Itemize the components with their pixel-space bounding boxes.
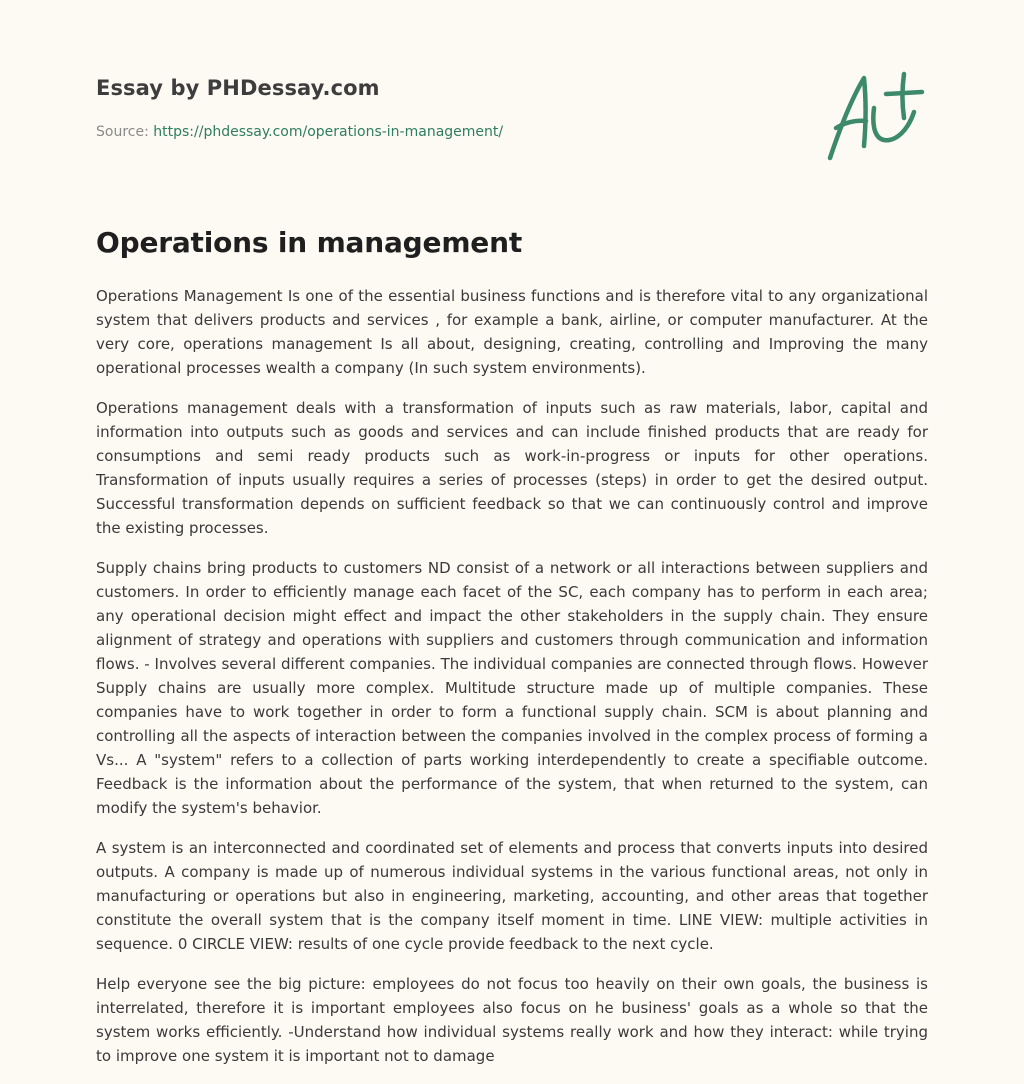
paragraph: Supply chains bring products to customers ND consist of a network or all interactions between suppliers and customers. In order to efficiently manage each facet of the SC, each company has to perform in each area; any operational decision might effect and impact the other stakeholders in the supply chain. They ensure alignment of strategy and operations with suppliers and customers through communication and information flows. - Involves several different companies. The individual companies are connected through flows. However Supply chains are usually more complex. Multitude structure made up of multiple companies. These companies have to work together in order to form a functional supply chain. SCM is about planning and controlling all the aspects of interaction between the companies involved in the complex process of forming a Vs... A "system" refers to a collection of parts working interdependently to create a specifiable outcome. Feedback is the information about the performance of the system, that when returned to the system, can modify the system's behavior. — [96, 559, 928, 817]
article-body — [96, 284, 928, 1084]
source-label: Source: — [96, 124, 154, 140]
source-line — [96, 124, 503, 140]
site-brand: Essay by PHDessay.com — [96, 76, 380, 100]
a-plus-logo-icon — [822, 68, 926, 164]
page-title: Operations in management — [96, 226, 523, 259]
paragraph: Operations Management Is one of the essential business functions and is therefore vital to any organizational system that delivers products and services , for example a bank, airline, or computer manufacturer. At the very core, operations management Is all about, designing, creating, controlling and Improving the many operational processes wealth a company (In such system environments). — [96, 287, 928, 377]
page-header — [96, 76, 796, 140]
source-link[interactable]: https://phdessay.com/operations-in-management/ — [153, 124, 504, 140]
paragraph: A system is an interconnected and coordinated set of elements and process that converts inputs into desired outputs. A company is made up of numerous individual systems in the various functional areas, not only in manufacturing or operations but also in engineering, marketing, accounting, and other areas that together constitute the overall system that is the company itself moment in time. LINE VIEW: multiple activities in sequence. 0 CIRCLE VIEW: results of one cycle provide feedback to the next cycle. — [96, 839, 928, 953]
paragraph: Operations management deals with a transformation of inputs such as raw materials, labor, capital and information into outputs such as goods and services and can include finished products that are ready for consumptions and semi ready products such as work-in-progress or inputs for other operations. Transformation of inputs usually requires a series of processes (steps) in order to get the desired output. Successful transformation depends on sufficient feedback so that we can continuously control and improve the existing processes. — [96, 399, 928, 537]
paragraph: Help everyone see the big picture: employees do not focus too heavily on their own goals, the business is interrelated, therefore it is important employees also focus on he business' goals as a whole so that the system works efficiently. -Understand how individual systems really work and how they interact: while trying to improve one system it is important not to damage — [96, 975, 928, 1065]
